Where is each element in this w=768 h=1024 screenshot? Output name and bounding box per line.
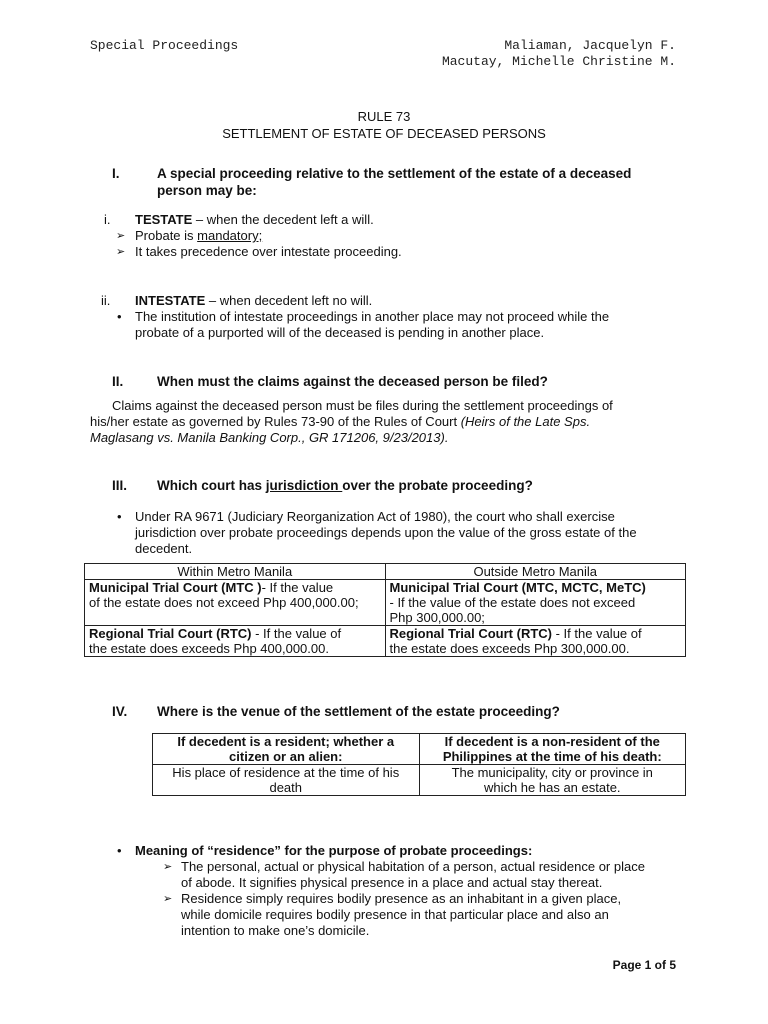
- header-author-1: Maliaman, Jacquelyn F.: [504, 38, 676, 53]
- venue-header-resident: If decedent is a resident; whether a citizen or an alien:: [153, 734, 420, 765]
- testate-definition: – when the decedent left a will.: [192, 212, 374, 227]
- intestate-term: INTESTATE: [135, 293, 206, 308]
- section-2-number: II.: [112, 374, 124, 389]
- arrow-bullet-icon: ➢: [163, 861, 173, 873]
- section-2-citation: Maglasang vs. Manila Banking Corp., GR 171206, 9/23/2013).: [90, 430, 449, 445]
- jurisdiction-cell-mtc-outside: Municipal Trial Court (MTC, MCTC, MeTC) - If the value of the estate does not exceed Php 300,000.00;: [385, 580, 686, 626]
- intestate-bullet-line1: The institution of intestate proceedings in another place may not proceed while the: [135, 309, 610, 324]
- testate-bullet-1: Probate is mandatory;: [135, 228, 263, 243]
- venue-table: [152, 733, 686, 796]
- residence-point-1-line2: of abode. It signifies physical presence in a place and actual stay thereat.: [181, 875, 603, 890]
- header-course: Special Proceedings: [90, 38, 239, 53]
- jurisdiction-header-within: Within Metro Manila: [85, 564, 386, 580]
- section-3-bullet-line3: decedent.: [135, 541, 193, 556]
- section-3-bullet-line2: jurisdiction over probate proceedings depends upon the value of the gross estate of the: [135, 525, 637, 540]
- rule-title: RULE 73: [357, 109, 411, 124]
- intestate-bullet-line2: probate of a purported will of the deceased is pending in another place.: [135, 325, 545, 340]
- residence-point-1-line1: The personal, actual or physical habitation of a person, actual residence or place: [181, 859, 645, 874]
- testate-bullet-2: It takes precedence over intestate proceeding.: [135, 244, 402, 259]
- intestate-line: [135, 293, 372, 309]
- rule-subject: SETTLEMENT OF ESTATE OF DECEASED PERSONS: [222, 126, 546, 141]
- section-1-heading-line2: person may be:: [157, 183, 257, 198]
- arrow-bullet-icon: ➢: [116, 230, 126, 242]
- venue-cell-resident: His place of residence at the time of his death: [153, 765, 420, 796]
- jurisdiction-header-outside: Outside Metro Manila: [385, 564, 686, 580]
- residence-heading: Meaning of “residence” for the purpose of probate proceedings:: [135, 843, 533, 858]
- jurisdiction-cell-rtc-within: Regional Trial Court (RTC) - If the value of the estate does exceeds Php 400,000.00.: [85, 626, 386, 657]
- testate-number: i.: [104, 212, 111, 227]
- venue-header-nonresident: If decedent is a non-resident of the Philippines at the time of his death:: [419, 734, 686, 765]
- jurisdiction-table: [84, 563, 686, 657]
- section-3-heading: Which court has jurisdiction over the probate proceeding?: [157, 478, 533, 493]
- intestate-definition: – when decedent left no will.: [205, 293, 373, 308]
- header-author-2: Macutay, Michelle Christine M.: [441, 54, 676, 69]
- testate-line: [135, 212, 374, 228]
- jurisdiction-cell-mtc-within: Municipal Trial Court (MTC )- If the value of the estate does not exceed Php 400,000.00;: [85, 580, 386, 626]
- page-number: Page 1 of 5: [612, 958, 676, 972]
- venue-cell-nonresident: The municipality, city or province in which he has an estate.: [419, 765, 686, 796]
- residence-point-2-line3: intention to make one’s domicile.: [181, 923, 370, 938]
- section-2-para-line2: his/her estate as governed by Rules 73-90 of the Rules of Court (Heirs of the Late Sps.: [90, 414, 591, 429]
- jurisdiction-cell-rtc-outside: Regional Trial Court (RTC) - If the value of the estate does exceeds Php 300,000.00.: [385, 626, 686, 657]
- arrow-bullet-icon: ➢: [116, 246, 126, 258]
- residence-point-2-line2: while domicile requires bodily presence in that particular place and also an: [181, 907, 609, 922]
- section-2-heading: When must the claims against the deceased person be filed?: [157, 374, 548, 389]
- section-2-para-line1: Claims against the deceased person must be files during the settlement proceedings of: [112, 398, 613, 413]
- dot-bullet-icon: •: [117, 309, 122, 324]
- testate-term: TESTATE: [135, 212, 193, 227]
- section-3-bullet-line1: Under RA 9671 (Judiciary Reorganization Act of 1980), the court who shall exercise: [135, 509, 615, 524]
- section-1-number: I.: [112, 166, 120, 181]
- section-3-number: III.: [112, 478, 128, 493]
- dot-bullet-icon: •: [117, 843, 122, 858]
- section-4-number: IV.: [112, 704, 128, 719]
- residence-point-2-line1: Residence simply requires bodily presence as an inhabitant in a given place,: [181, 891, 622, 906]
- section-1-heading-line1: A special proceeding relative to the settlement of the estate of a deceased: [157, 166, 632, 181]
- intestate-number: ii.: [101, 293, 111, 308]
- section-4-heading: Where is the venue of the settlement of the estate proceeding?: [157, 704, 560, 719]
- arrow-bullet-icon: ➢: [163, 893, 173, 905]
- dot-bullet-icon: •: [117, 509, 122, 524]
